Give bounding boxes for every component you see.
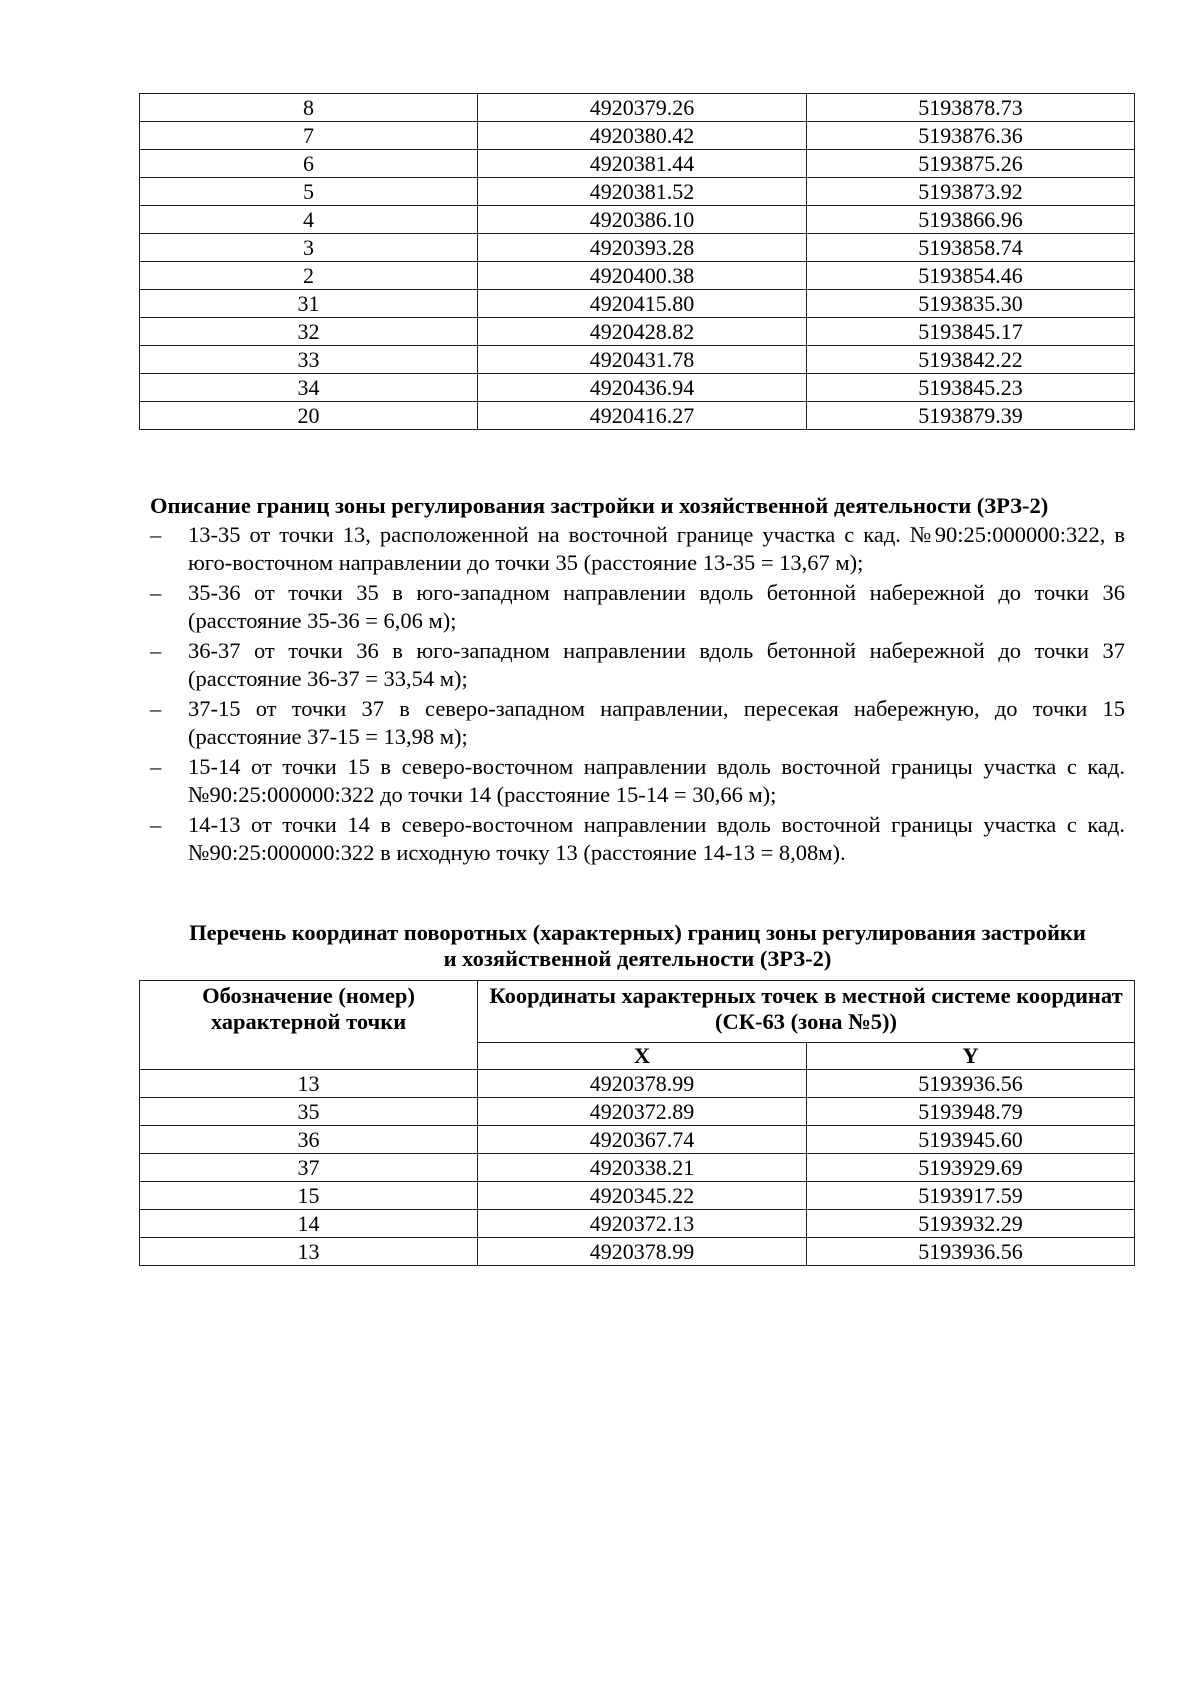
boundary-segment-text: 37-15 от точки 37 в северо-западном направлении, пересекая набережную, до точки 15 (расстояние 37-15 = 13,98 м); bbox=[188, 696, 1125, 749]
boundary-segment-text: 14-13 от точки 14 в северо-восточном направлении вдоль восточной границы участка с кад. №90:25:000000:322 в исходную точку 13 (расстояние 14-13 = 8,08м). bbox=[188, 812, 1125, 865]
boundary-segment-text: 13-35 от точки 13, расположенной на восточной границе участка с кад. №90:25:000000:322, в юго-восточном направлении до точки 35 (расстояние 13-35 = 13,67 м); bbox=[188, 522, 1125, 575]
coordinates-table-body bbox=[140, 94, 1135, 430]
table-row bbox=[140, 150, 1135, 178]
coordinates-list-title bbox=[150, 920, 1125, 972]
x-coordinate-cell: 4920372.89 bbox=[478, 1098, 807, 1126]
x-coordinate-cell: 4920367.74 bbox=[478, 1126, 807, 1154]
y-coordinate-cell: 5193878.73 bbox=[807, 94, 1135, 122]
x-coordinate-cell: 4920345.22 bbox=[478, 1182, 807, 1210]
point-number-cell: 33 bbox=[140, 346, 478, 374]
coordinates-list-title-line1: Перечень координат поворотных (характерных) границ зоны регулирования застройки bbox=[189, 920, 1086, 945]
point-number-cell: 15 bbox=[140, 1182, 478, 1210]
point-number-cell: 13 bbox=[140, 1070, 478, 1098]
boundary-segment-item bbox=[150, 579, 1125, 635]
y-coordinate-cell: 5193876.36 bbox=[807, 122, 1135, 150]
y-coordinate-cell: 5193932.29 bbox=[807, 1210, 1135, 1238]
x-coordinate-cell: 4920378.99 bbox=[478, 1070, 807, 1098]
table-row bbox=[140, 122, 1135, 150]
table-row bbox=[140, 234, 1135, 262]
point-number-cell: 37 bbox=[140, 1154, 478, 1182]
boundary-description-list bbox=[150, 521, 1125, 869]
point-number-cell: 7 bbox=[140, 122, 478, 150]
point-number-cell: 20 bbox=[140, 402, 478, 430]
x-coordinate-cell: 4920379.26 bbox=[478, 94, 807, 122]
header-point-number: Обозначение (номер) характерной точки bbox=[140, 981, 478, 1070]
boundary-segment-text: 36-37 от точки 36 в юго-западном направлении вдоль бетонной набережной до точки 37 (расстояние 36-37 = 33,54 м); bbox=[188, 638, 1125, 691]
point-number-cell: 36 bbox=[140, 1126, 478, 1154]
boundary-segment-item bbox=[150, 811, 1125, 867]
list-dash: – bbox=[150, 754, 162, 779]
coordinates-list-title-line2: и хозяйственной деятельности (ЗРЗ-2) bbox=[443, 946, 832, 971]
y-coordinate-cell: 5193845.23 bbox=[807, 374, 1135, 402]
table-row bbox=[140, 262, 1135, 290]
x-coordinate-cell: 4920380.42 bbox=[478, 122, 807, 150]
y-coordinate-cell: 5193854.46 bbox=[807, 262, 1135, 290]
table-row bbox=[140, 402, 1135, 430]
x-coordinate-cell: 4920400.38 bbox=[478, 262, 807, 290]
point-number-cell: 13 bbox=[140, 1238, 478, 1266]
table-row bbox=[140, 1238, 1135, 1266]
list-dash: – bbox=[150, 696, 162, 721]
y-coordinate-cell: 5193858.74 bbox=[807, 234, 1135, 262]
header-y: Y bbox=[807, 1043, 1135, 1070]
point-number-cell: 8 bbox=[140, 94, 478, 122]
x-coordinate-cell: 4920415.80 bbox=[478, 290, 807, 318]
y-coordinate-cell: 5193936.56 bbox=[807, 1070, 1135, 1098]
boundary-segment-item bbox=[150, 521, 1125, 577]
boundary-segment-item bbox=[150, 695, 1125, 751]
list-dash: – bbox=[150, 812, 162, 837]
y-coordinate-cell: 5193835.30 bbox=[807, 290, 1135, 318]
boundary-description-title: Описание границ зоны регулирования застройки и хозяйственной деятельности (ЗРЗ-2) bbox=[150, 493, 1049, 518]
point-number-cell: 31 bbox=[140, 290, 478, 318]
y-coordinate-cell: 5193936.56 bbox=[807, 1238, 1135, 1266]
boundary-segment-text: 35-36 от точки 35 в юго-западном направлении вдоль бетонной набережной до точки 36 (расстояние 35-36 = 6,06 м); bbox=[188, 580, 1125, 633]
table-row bbox=[140, 1070, 1135, 1098]
point-number-cell: 35 bbox=[140, 1098, 478, 1126]
zrz2-coordinates-table bbox=[139, 980, 1135, 1266]
header-x: X bbox=[478, 1043, 807, 1070]
list-dash: – bbox=[150, 580, 162, 605]
table-row bbox=[140, 1098, 1135, 1126]
coordinates-table-continued bbox=[139, 93, 1135, 430]
point-number-cell: 4 bbox=[140, 206, 478, 234]
y-coordinate-cell: 5193917.59 bbox=[807, 1182, 1135, 1210]
x-coordinate-cell: 4920416.27 bbox=[478, 402, 807, 430]
x-coordinate-cell: 4920436.94 bbox=[478, 374, 807, 402]
y-coordinate-cell: 5193845.17 bbox=[807, 318, 1135, 346]
x-coordinate-cell: 4920393.28 bbox=[478, 234, 807, 262]
header-coordinates: Координаты характерных точек в местной системе координат (СК-63 (зона №5)) bbox=[478, 981, 1135, 1043]
y-coordinate-cell: 5193929.69 bbox=[807, 1154, 1135, 1182]
x-coordinate-cell: 4920338.21 bbox=[478, 1154, 807, 1182]
y-coordinate-cell: 5193945.60 bbox=[807, 1126, 1135, 1154]
boundary-segment-item bbox=[150, 637, 1125, 693]
point-number-cell: 6 bbox=[140, 150, 478, 178]
x-coordinate-cell: 4920386.10 bbox=[478, 206, 807, 234]
x-coordinate-cell: 4920428.82 bbox=[478, 318, 807, 346]
point-number-cell: 2 bbox=[140, 262, 478, 290]
zrz2-table-header bbox=[140, 981, 1135, 1070]
y-coordinate-cell: 5193866.96 bbox=[807, 206, 1135, 234]
x-coordinate-cell: 4920381.44 bbox=[478, 150, 807, 178]
table-row bbox=[140, 206, 1135, 234]
point-number-cell: 14 bbox=[140, 1210, 478, 1238]
table-row bbox=[140, 1182, 1135, 1210]
x-coordinate-cell: 4920378.99 bbox=[478, 1238, 807, 1266]
boundary-segment-item bbox=[150, 753, 1125, 809]
x-coordinate-cell: 4920372.13 bbox=[478, 1210, 807, 1238]
list-dash: – bbox=[150, 638, 162, 663]
list-dash: – bbox=[150, 522, 162, 547]
point-number-cell: 32 bbox=[140, 318, 478, 346]
y-coordinate-cell: 5193873.92 bbox=[807, 178, 1135, 206]
zrz2-table-body bbox=[140, 1070, 1135, 1266]
x-coordinate-cell: 4920381.52 bbox=[478, 178, 807, 206]
boundary-segment-text: 15-14 от точки 15 в северо-восточном направлении вдоль восточной границы участка с кад. №90:25:000000:322 до точки 14 (расстояние 15-14 = 30,66 м); bbox=[188, 754, 1125, 807]
table-row bbox=[140, 318, 1135, 346]
table-row bbox=[140, 346, 1135, 374]
y-coordinate-cell: 5193948.79 bbox=[807, 1098, 1135, 1126]
point-number-cell: 5 bbox=[140, 178, 478, 206]
point-number-cell: 34 bbox=[140, 374, 478, 402]
y-coordinate-cell: 5193879.39 bbox=[807, 402, 1135, 430]
table-row bbox=[140, 1154, 1135, 1182]
table-row bbox=[140, 374, 1135, 402]
table-row bbox=[140, 290, 1135, 318]
x-coordinate-cell: 4920431.78 bbox=[478, 346, 807, 374]
table-row bbox=[140, 1210, 1135, 1238]
y-coordinate-cell: 5193842.22 bbox=[807, 346, 1135, 374]
table-row bbox=[140, 94, 1135, 122]
point-number-cell: 3 bbox=[140, 234, 478, 262]
y-coordinate-cell: 5193875.26 bbox=[807, 150, 1135, 178]
table-row bbox=[140, 178, 1135, 206]
table-row bbox=[140, 1126, 1135, 1154]
